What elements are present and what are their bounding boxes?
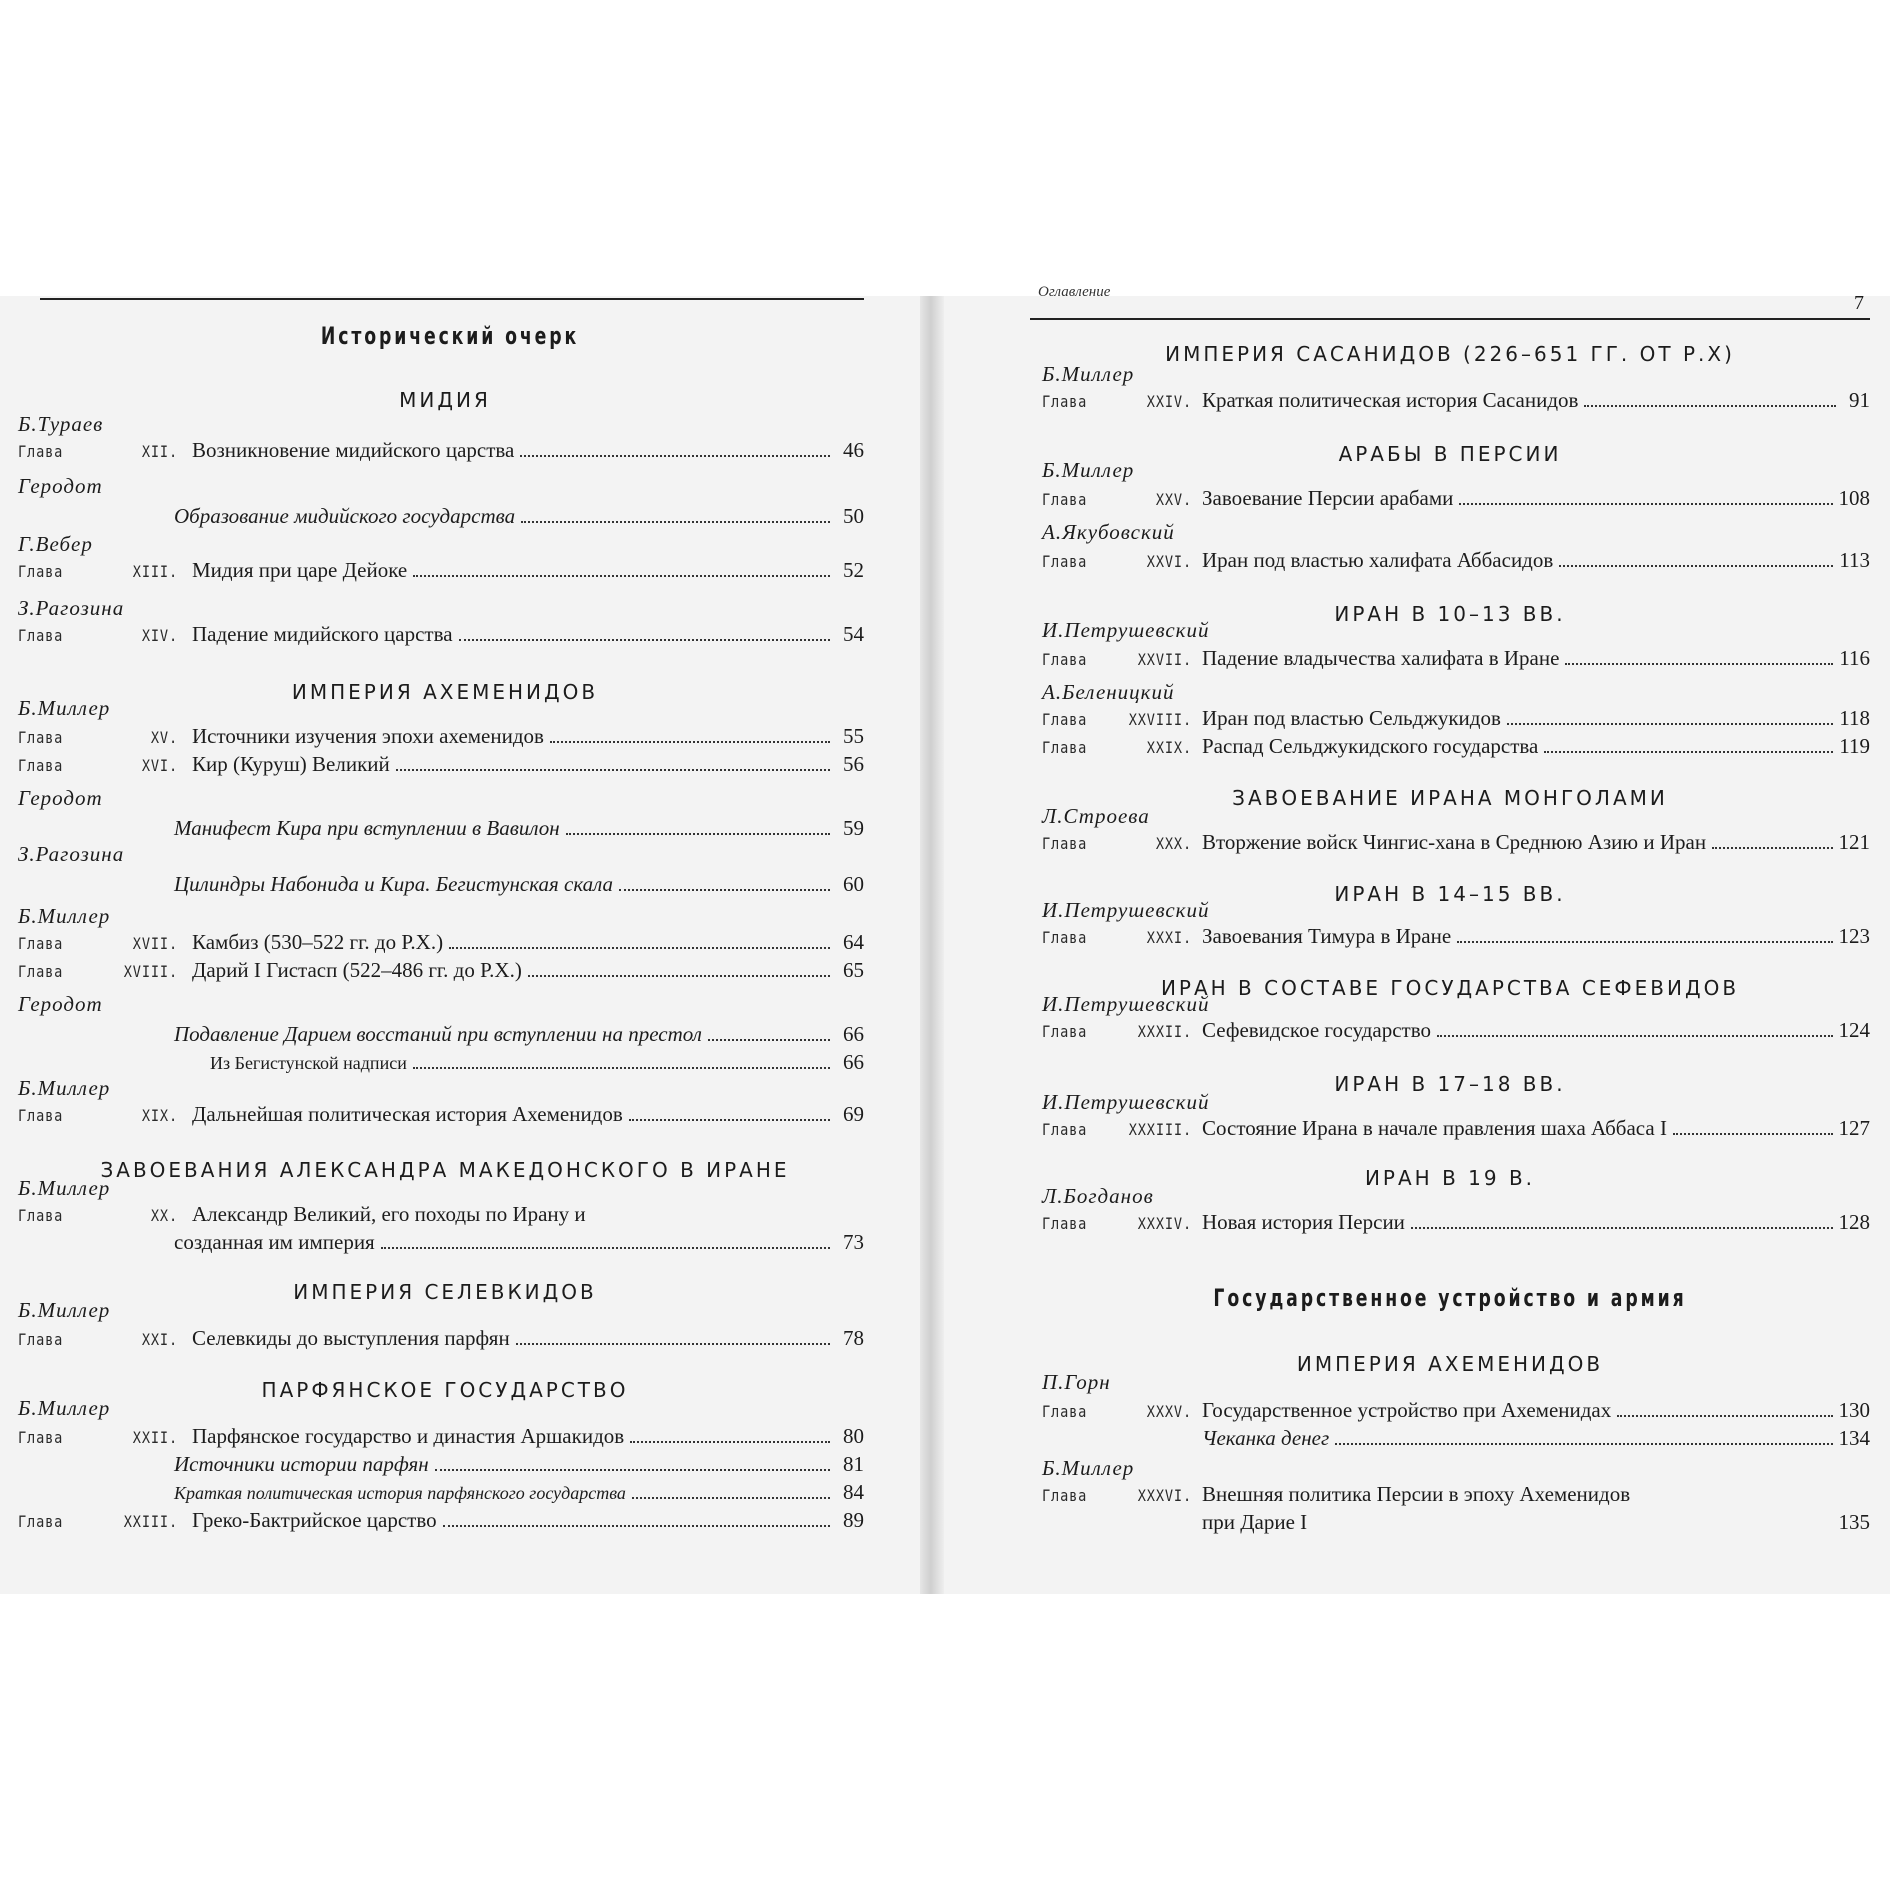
chapter-title: Дальнейшая политическая история Ахеменидов (192, 1102, 623, 1126)
page-number: 56 (843, 752, 864, 776)
page-number: 121 (1838, 830, 1870, 854)
section-heading: ИРАН В СОСТАВЕ ГОСУДАРСТВА СЕФЕВИДОВ (1160, 976, 1740, 1000)
toc-entry[interactable] (18, 1508, 864, 1533)
page-number: 81 (843, 1452, 864, 1476)
dot-leader (1673, 1133, 1833, 1135)
chapter-title: Краткая политическая история Сасанидов (1202, 388, 1579, 412)
chapter-number: XXXVI. (1137, 1486, 1192, 1505)
toc-entry[interactable] (210, 1050, 864, 1075)
toc-entry[interactable] (174, 1452, 864, 1477)
dot-leader (629, 1119, 830, 1121)
chapter-title: Возникновение мидийского царства (192, 438, 515, 462)
author-name: З.Рагозина (18, 842, 125, 866)
page-number: 69 (843, 1102, 864, 1126)
chapter-label: Глава (18, 1106, 64, 1125)
dot-leader (1712, 847, 1832, 849)
author-name: Б.Миллер (18, 696, 111, 720)
part-title: Государственное устройство и армия (1213, 1284, 1687, 1312)
book-spread (0, 284, 1890, 1594)
toc-entry[interactable] (1042, 486, 1870, 511)
dot-leader (550, 741, 830, 743)
chapter-title: Состояние Ирана в начале правления шаха Аббаса I (1202, 1116, 1667, 1140)
chapter-title: Камбиз (530–522 гг. до Р.Х.) (192, 930, 444, 954)
page-number: 50 (843, 504, 864, 528)
page-number: 119 (1839, 734, 1870, 758)
chapter-number: XV. (150, 728, 178, 747)
toc-entry[interactable] (174, 504, 864, 529)
chapter-label: Глава (18, 562, 64, 581)
chapter-title: Александр Великий, его походы по Ирану и (192, 1202, 586, 1226)
section-heading: ИМПЕРИЯ САСАНИДОВ (226–651 ГГ. ОТ Р.Х) (1165, 342, 1735, 366)
chapter-label: Глава (1042, 392, 1088, 411)
dot-leader (1617, 1415, 1832, 1417)
section-heading: ПАРФЯНСКОЕ ГОСУДАРСТВО (261, 1378, 629, 1402)
toc-entry[interactable] (1042, 646, 1870, 671)
toc-entry[interactable] (1042, 388, 1870, 413)
chapter-title: Цилиндры Набонида и Кира. Бегистунская скала (174, 872, 614, 896)
author-name: З.Рагозина (18, 596, 125, 620)
toc-entry[interactable] (1042, 706, 1870, 731)
dot-leader (435, 1469, 830, 1471)
page-number: 66 (843, 1050, 864, 1074)
author-name: Г.Вебер (18, 532, 93, 556)
toc-entry[interactable] (1202, 1426, 1870, 1451)
toc-entry[interactable] (1042, 1018, 1870, 1043)
chapter-title: Мидия при царе Дейоке (192, 558, 408, 582)
toc-entry[interactable] (1042, 1210, 1870, 1235)
chapter-number: XXIV. (1146, 392, 1192, 411)
section-heading: ИМПЕРИЯ СЕЛЕВКИДОВ (293, 1280, 597, 1304)
dot-leader (381, 1247, 830, 1249)
dot-leader (1565, 663, 1833, 665)
dot-leader (443, 1525, 830, 1527)
dot-leader (459, 639, 830, 641)
book-gutter (920, 296, 944, 1594)
author-name: Б.Тураев (18, 412, 104, 436)
dot-leader (1544, 751, 1833, 753)
chapter-title: Парфянское государство и династия Аршакидов (192, 1424, 625, 1448)
chapter-title-continued: созданная им империя (174, 1230, 375, 1254)
dot-leader (1335, 1443, 1832, 1445)
chapter-label: Глава (18, 728, 64, 747)
page-number: 135 (1838, 1510, 1870, 1534)
section-heading: ИМПЕРИЯ АХЕМЕНИДОВ (291, 680, 599, 704)
dot-leader (1437, 1035, 1832, 1037)
section-heading: ИРАН В 14–15 ВВ. (1334, 882, 1566, 906)
chapter-label: Глава (18, 1206, 64, 1225)
chapter-number: XXI. (141, 1330, 178, 1349)
toc-entry[interactable] (18, 438, 864, 463)
chapter-title: Источники истории парфян (174, 1452, 429, 1476)
chapter-number: XXIX. (1146, 738, 1192, 757)
dot-leader (413, 1067, 830, 1069)
chapter-label: Глава (1042, 710, 1088, 729)
chapter-number: XIV. (141, 626, 178, 645)
author-name: А.Беленицкий (1042, 680, 1175, 704)
page-number: 124 (1838, 1018, 1870, 1042)
page-number: 91 (1849, 388, 1870, 412)
author-name: Геродот (18, 474, 103, 498)
header-rule (40, 298, 864, 300)
chapter-number: XXXV. (1146, 1402, 1192, 1421)
author-name: Б.Миллер (18, 904, 111, 928)
page-number: 134 (1838, 1426, 1870, 1450)
page-number: 60 (843, 872, 864, 896)
chapter-title: Источники изучения эпохи ахеменидов (192, 724, 544, 748)
author-name: Б.Миллер (1042, 458, 1135, 482)
dot-leader (708, 1039, 830, 1041)
chapter-label: Глава (18, 934, 64, 953)
page-number: 54 (843, 622, 864, 646)
left-page (0, 296, 900, 1594)
toc-entry[interactable] (18, 558, 864, 583)
page-number: 55 (843, 724, 864, 748)
chapter-label: Глава (1042, 1214, 1088, 1233)
page-number: 46 (843, 438, 864, 462)
page-number: 130 (1838, 1398, 1870, 1422)
author-name: Б.Миллер (1042, 1456, 1135, 1480)
page-number: 116 (1839, 646, 1870, 670)
dot-leader (516, 1343, 830, 1345)
toc-entry[interactable] (174, 872, 864, 897)
chapter-number: XII. (141, 442, 178, 461)
chapter-number: XXVIII. (1128, 710, 1192, 729)
section-heading: ИРАН В 10–13 ВВ. (1334, 602, 1566, 626)
page-number: 78 (843, 1326, 864, 1350)
toc-entry[interactable] (18, 752, 864, 777)
chapter-title: Новая история Персии (1202, 1210, 1405, 1234)
chapter-title-continued: при Дарие I (1202, 1510, 1308, 1534)
toc-entry[interactable] (18, 622, 864, 647)
section-heading: МИДИЯ (399, 388, 491, 412)
toc-entry[interactable] (1042, 830, 1870, 855)
page-number: 113 (1839, 548, 1870, 572)
toc-entry[interactable] (1042, 548, 1870, 573)
page-number: 89 (843, 1508, 864, 1532)
author-name: Б.Миллер (18, 1076, 111, 1100)
chapter-label: Глава (1042, 928, 1088, 947)
chapter-number: XXX. (1155, 834, 1192, 853)
toc-entry-continued[interactable] (1202, 1510, 1870, 1535)
chapter-number: XIII. (132, 562, 178, 581)
section-heading: АРАБЫ В ПЕРСИИ (1338, 442, 1562, 466)
chapter-label: Глава (1042, 552, 1088, 571)
author-name: Б.Миллер (18, 1298, 111, 1322)
dot-leader (396, 769, 830, 771)
chapter-title: Вторжение войск Чингис-хана в Среднюю Азию и Иран (1202, 830, 1707, 854)
chapter-title: Падение мидийского царства (192, 622, 453, 646)
dot-leader (1459, 503, 1832, 505)
chapter-title: Дарий I Гистасп (522–486 гг. до Р.Х.) (192, 958, 522, 982)
dot-leader (1313, 1527, 1832, 1529)
toc-entry[interactable] (174, 1480, 864, 1505)
chapter-number: XXVII. (1137, 650, 1192, 669)
chapter-title: Распад Сельджукидского государства (1202, 734, 1539, 758)
chapter-number: XXXIV. (1137, 1214, 1192, 1233)
dot-leader (1507, 723, 1833, 725)
chapter-number: XXII. (132, 1428, 178, 1447)
toc-entry[interactable] (174, 816, 864, 841)
dot-leader (1457, 941, 1832, 943)
toc-entry[interactable] (18, 1424, 864, 1449)
dot-leader (413, 575, 830, 577)
chapter-title: Завоевание Персии арабами (1202, 486, 1454, 510)
chapter-title: Манифест Кира при вступлении в Вавилон (174, 816, 560, 840)
chapter-title: Внешняя политика Персии в эпоху Ахеменидов (1202, 1482, 1631, 1506)
author-name: И.Петрушевский (1042, 618, 1210, 642)
chapter-number: XXXI. (1146, 928, 1192, 947)
chapter-title: Иран под властью халифата Аббасидов (1202, 548, 1554, 572)
page-number: 108 (1838, 486, 1870, 510)
toc-entry[interactable] (18, 1202, 864, 1227)
dot-leader (1584, 405, 1836, 407)
page-number: 128 (1838, 1210, 1870, 1234)
dot-leader (1411, 1227, 1833, 1229)
chapter-label: Глава (18, 442, 64, 461)
chapter-title: Падение владычества халифата в Иране (1202, 646, 1560, 670)
chapter-label: Глава (18, 756, 64, 775)
toc-entry[interactable] (1042, 1398, 1870, 1423)
chapter-label: Глава (1042, 834, 1088, 853)
chapter-label: Глава (1042, 490, 1088, 509)
toc-entry[interactable] (1042, 1116, 1870, 1141)
chapter-label: Глава (18, 626, 64, 645)
toc-entry[interactable] (1042, 1482, 1870, 1507)
chapter-title: Кир (Куруш) Великий (192, 752, 390, 776)
chapter-number: XIX. (141, 1106, 178, 1125)
dot-leader (449, 947, 830, 949)
author-name: Б.Миллер (18, 1396, 111, 1420)
page-number: 80 (843, 1424, 864, 1448)
section-heading: ИРАН В 17–18 ВВ. (1334, 1072, 1566, 1096)
toc-entry[interactable] (18, 1326, 864, 1351)
chapter-title: Чеканка денег (1202, 1426, 1330, 1450)
chapter-title: Образование мидийского государства (174, 504, 516, 528)
header-rule (1030, 318, 1870, 320)
toc-entry[interactable] (18, 930, 864, 955)
chapter-number: XX. (150, 1206, 178, 1225)
chapter-label: Глава (1042, 1120, 1088, 1139)
chapter-number: XVII. (132, 934, 178, 953)
chapter-label: Глава (18, 1330, 64, 1349)
page-number: 65 (843, 958, 864, 982)
toc-entry[interactable] (18, 958, 864, 983)
chapter-title: Подавление Дарием восстаний при вступлении на престол (174, 1022, 702, 1046)
author-name: А.Якубовский (1042, 520, 1175, 544)
chapter-title: Завоевания Тимура в Иране (1202, 924, 1452, 948)
dot-leader (632, 1497, 830, 1499)
author-name: Б.Миллер (1042, 362, 1135, 386)
toc-entry[interactable] (1042, 734, 1870, 759)
author-name: И.Петрушевский (1042, 1090, 1210, 1114)
page-number: 64 (843, 930, 864, 954)
section-heading: ИРАН В 19 В. (1364, 1166, 1536, 1190)
chapter-label: Глава (18, 1512, 64, 1531)
dot-leader (1559, 565, 1833, 567)
section-heading: ЗАВОЕВАНИЕ ИРАНА МОНГОЛАМИ (1232, 786, 1668, 810)
running-title: Оглавление (1038, 284, 1111, 300)
chapter-label: Глава (18, 1428, 64, 1447)
chapter-label: Глава (1042, 650, 1088, 669)
chapter-title: Греко-Бактрийское царство (192, 1508, 437, 1532)
dot-leader (566, 833, 830, 835)
author-name: Л.Богданов (1042, 1184, 1154, 1208)
toc-entry[interactable] (18, 1102, 864, 1127)
author-name: Геродот (18, 786, 103, 810)
page-number: 118 (1839, 706, 1870, 730)
part-title: Исторический очерк (320, 322, 580, 350)
dot-leader (619, 889, 830, 891)
toc-entry[interactable] (1042, 924, 1870, 949)
toc-entry[interactable] (18, 724, 864, 749)
chapter-label: Глава (1042, 1402, 1088, 1421)
chapter-title: Иран под властью Сельджукидов (1202, 706, 1501, 730)
chapter-label: Глава (1042, 1022, 1088, 1041)
page-folio: 7 (1854, 292, 1864, 314)
page-number: 66 (843, 1022, 864, 1046)
chapter-number: XXVI. (1146, 552, 1192, 571)
chapter-number: XXV. (1155, 490, 1192, 509)
page-number: 73 (843, 1230, 864, 1254)
chapter-label: Глава (1042, 738, 1088, 757)
author-name: Л.Строева (1042, 804, 1150, 828)
section-heading: ИМПЕРИЯ АХЕМЕНИДОВ (1296, 1352, 1604, 1376)
chapter-number: XXIII. (123, 1512, 178, 1531)
author-name: П.Горн (1042, 1370, 1111, 1394)
author-name: Геродот (18, 992, 103, 1016)
author-name: Б.Миллер (18, 1176, 111, 1200)
page-number: 123 (1838, 924, 1870, 948)
chapter-number: XXXIII. (1128, 1120, 1192, 1139)
chapter-title: Краткая политическая история парфянского государства (174, 1483, 626, 1503)
chapter-number: XVI. (141, 756, 178, 775)
dot-leader (521, 521, 830, 523)
dot-leader (630, 1441, 830, 1443)
section-heading: ЗАВОЕВАНИЯ АЛЕКСАНДРА МАКЕДОНСКОГО В ИРАНЕ (100, 1158, 790, 1182)
chapter-number: XXXII. (1137, 1022, 1192, 1041)
page-number: 59 (843, 816, 864, 840)
chapter-label: Глава (18, 962, 64, 981)
dot-leader (520, 455, 830, 457)
right-page (1030, 284, 1890, 1594)
page-number: 84 (843, 1480, 864, 1504)
toc-entry-continued[interactable] (174, 1230, 864, 1255)
dot-leader (528, 975, 830, 977)
chapter-title: Сефевидское государство (1202, 1018, 1432, 1042)
page-number: 127 (1838, 1116, 1870, 1140)
chapter-number: XVIII. (123, 962, 178, 981)
chapter-title: Из Бегистунской надписи (210, 1053, 407, 1073)
author-name: И.Петрушевский (1042, 992, 1210, 1016)
chapter-label: Глава (1042, 1486, 1088, 1505)
toc-entry[interactable] (174, 1022, 864, 1047)
author-name: И.Петрушевский (1042, 898, 1210, 922)
page-number: 52 (843, 558, 864, 582)
chapter-title: Государственное устройство при Ахеменидах (1202, 1398, 1612, 1422)
chapter-title: Селевкиды до выступления парфян (192, 1326, 510, 1350)
